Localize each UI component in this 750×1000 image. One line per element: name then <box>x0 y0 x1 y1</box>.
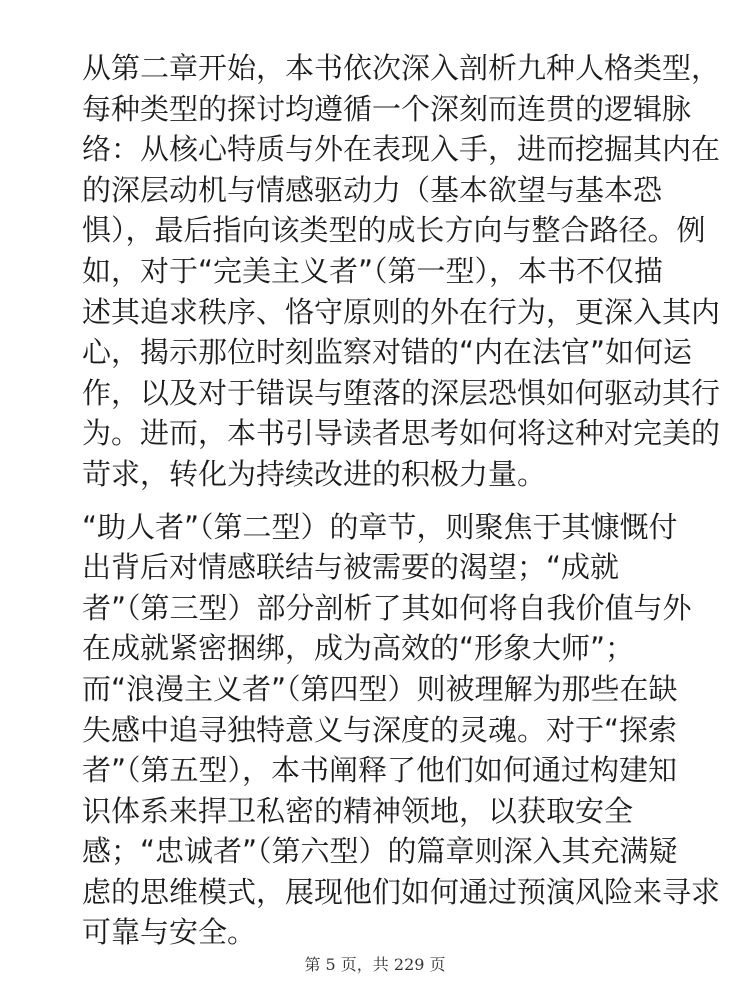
text-line: 失感中追寻独特意义与深度的灵魂。对于“探索 <box>82 712 678 747</box>
text-line: 述其追求秩序、恪守原则的外在行为，更深入其内 <box>82 294 721 329</box>
text-line: 而“浪漫主义者”（第四型）则被理解为那些在缺 <box>82 671 678 706</box>
body-text <box>82 48 721 953</box>
text-line: 者”（第三型）部分剖析了其如何将自我价值与外 <box>82 590 692 625</box>
text-line: 感；“忠诚者”（第六型）的篇章则深入其充满疑 <box>82 834 678 869</box>
text-line: 每种类型的探讨均遵循一个深刻而连贯的逻辑脉 <box>82 91 692 126</box>
paragraph <box>82 507 721 954</box>
text-line: 在成就紧密捆绑，成为高效的“形象大师”； <box>82 631 635 666</box>
text-line: 作，以及对于错误与堕落的深层恐惧如何驱动其行 <box>82 375 721 410</box>
text-line: 惧），最后指向该类型的成长方向与整合路径。例 <box>82 213 706 248</box>
paragraph-spacer <box>82 495 682 507</box>
text-line: 的深层动机与情感驱动力（基本欲望与基本恐 <box>82 172 663 207</box>
text-line: 可靠与安全。 <box>82 915 257 950</box>
text-line: 出背后对情感联结与被需要的渴望；“成就 <box>82 550 620 585</box>
text-line: 识体系来捍卫私密的精神领地，以获取安全 <box>82 793 634 828</box>
text-line: 如，对于“完美主义者”（第一型），本书不仅描 <box>82 253 664 288</box>
text-line: 者”（第五型），本书阐释了他们如何通过构建知 <box>82 753 678 788</box>
text-line: 苛求，转化为持续改进的积极力量。 <box>82 456 547 491</box>
paragraph <box>82 48 721 495</box>
text-line: “助人者”（第二型）的章节，则聚焦于其慷慨付 <box>82 509 678 544</box>
text-line: 心，揭示那位时刻监察对错的“内在法官”如何运 <box>82 335 693 370</box>
text-line: 络：从核心特质与外在表现入手，进而挖掘其内在 <box>82 132 721 167</box>
text-line: 为。进而，本书引导读者思考如何将这种对完美的 <box>82 416 721 451</box>
text-line: 虑的思维模式，展现他们如何通过预演风险来寻求 <box>82 874 721 909</box>
page-number-footer: 第 5 页，共 229 页 <box>304 955 446 974</box>
text-line: 从第二章开始，本书依次深入剖析九种人格类型， <box>82 51 721 85</box>
